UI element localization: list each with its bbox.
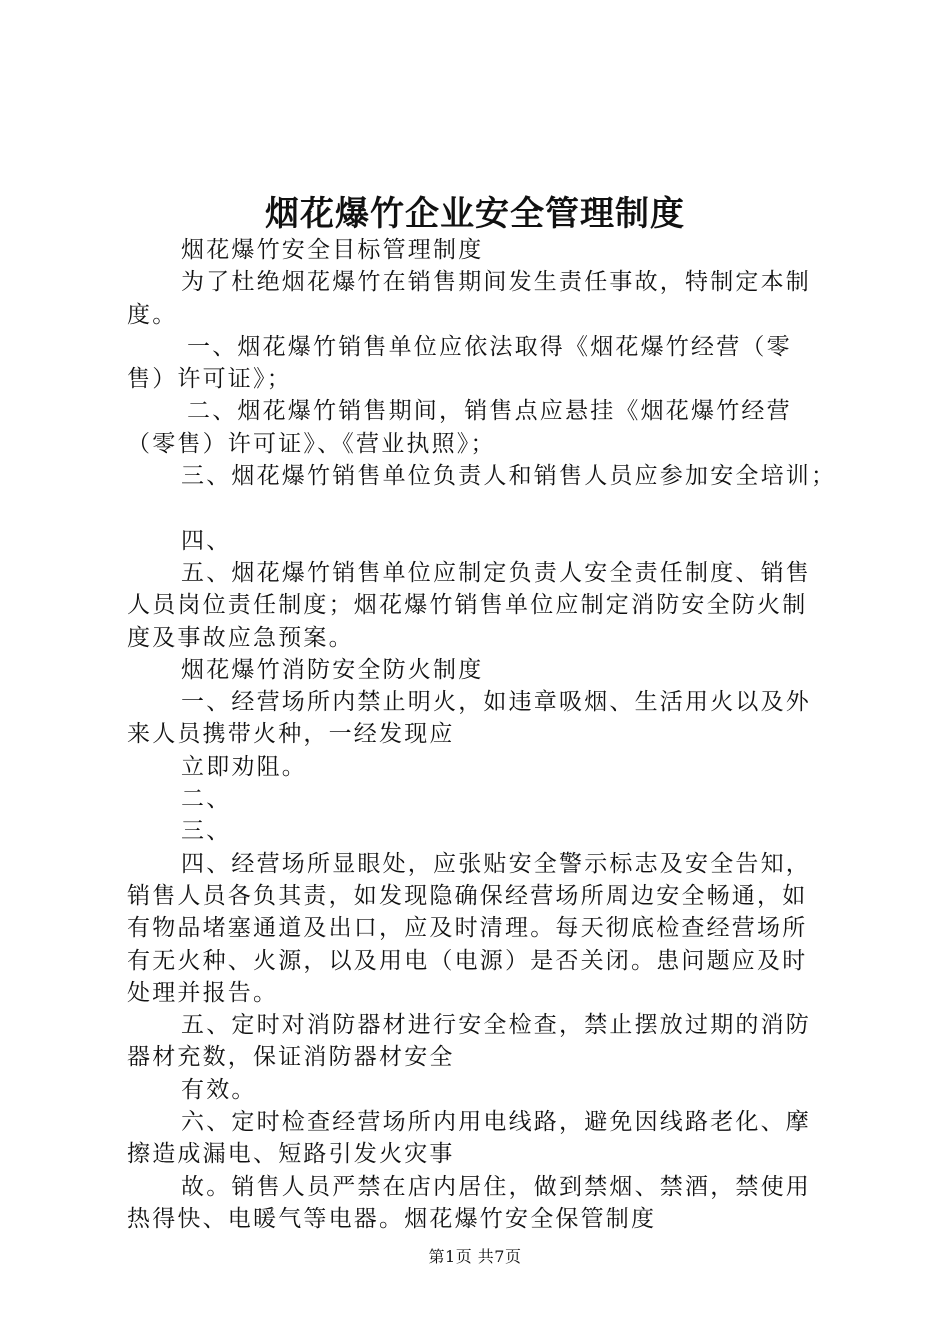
- paragraph-line: 有效。: [181, 1076, 257, 1103]
- paragraph-line: 售）许可证》；: [127, 366, 292, 393]
- paragraph-line: 销售人员各负其责，如发现隐确保经营场所周边安全畅通，如: [127, 882, 808, 909]
- paragraph-line: 六、定时检查经营场所内用电线路，避免因线路老化、摩: [181, 1109, 811, 1136]
- paragraph-line: 器材充数，保证消防器材安全: [127, 1044, 455, 1071]
- page-number: 第1页 共7页: [428, 1247, 522, 1266]
- paragraph-line: 二、: [181, 786, 232, 813]
- paragraph-line: 二、烟花爆竹销售期间，销售点应悬挂《烟花爆竹经营: [187, 398, 792, 425]
- paragraph-line: 度及事故应急预案。: [127, 624, 354, 651]
- paragraph-line: 故。销售人员严禁在店内居住，做到禁烟、禁酒，禁使用: [181, 1173, 811, 1200]
- document-body: [127, 234, 843, 1235]
- paragraph-line: 三、烟花爆竹销售单位负责人和销售人员应参加安全培训；: [181, 463, 837, 490]
- section-heading: 烟花爆竹消防安全防火制度: [181, 656, 484, 683]
- paragraph-line: 处理并报告。: [127, 979, 279, 1006]
- paragraph-line: 擦造成漏电、短路引发火灾事: [127, 1141, 455, 1168]
- paragraph-line: 热得快、电暖气等电器。烟花爆竹安全保管制度: [127, 1205, 657, 1232]
- paragraph-line: 度。: [127, 301, 178, 328]
- paragraph-line: 来人员携带火种，一经发现应: [127, 721, 455, 748]
- section-heading: 烟花爆竹安全目标管理制度: [181, 237, 484, 263]
- paragraph-line: 人员岗位责任制度；烟花爆竹销售单位应制定消防安全防火制: [127, 592, 808, 619]
- paragraph-line: 四、经营场所显眼处，应张贴安全警示标志及安全告知，: [181, 850, 811, 877]
- paragraph-line: 一、烟花爆竹销售单位应依法取得《烟花爆竹经营（零: [187, 333, 792, 360]
- paragraph-line: 五、烟花爆竹销售单位应制定负责人安全责任制度、销售: [181, 559, 811, 586]
- document-title: 烟花爆竹企业安全管理制度: [265, 194, 685, 234]
- paragraph-line: 立即劝阻。: [181, 753, 307, 780]
- paragraph-line: 四、: [181, 527, 232, 554]
- paragraph-line: 有物品堵塞通道及出口，应及时清理。每天彻底检查经营场所: [127, 915, 808, 942]
- paragraph-line: 五、定时对消防器材进行安全检查，禁止摆放过期的消防: [181, 1012, 811, 1039]
- paragraph-line: 一、经营场所内禁止明火，如违章吸烟、生活用火以及外: [181, 689, 811, 716]
- paragraph-line: 三、: [181, 818, 232, 845]
- paragraph-line: 为了杜绝烟花爆竹在销售期间发生责任事故，特制定本制: [181, 269, 811, 296]
- paragraph-line: 有无火种、火源，以及用电（电源）是否关闭。患问题应及时: [127, 947, 808, 974]
- blank-line: [127, 492, 843, 524]
- paragraph-line: （零售）许可证》、《营业执照》；: [127, 430, 496, 457]
